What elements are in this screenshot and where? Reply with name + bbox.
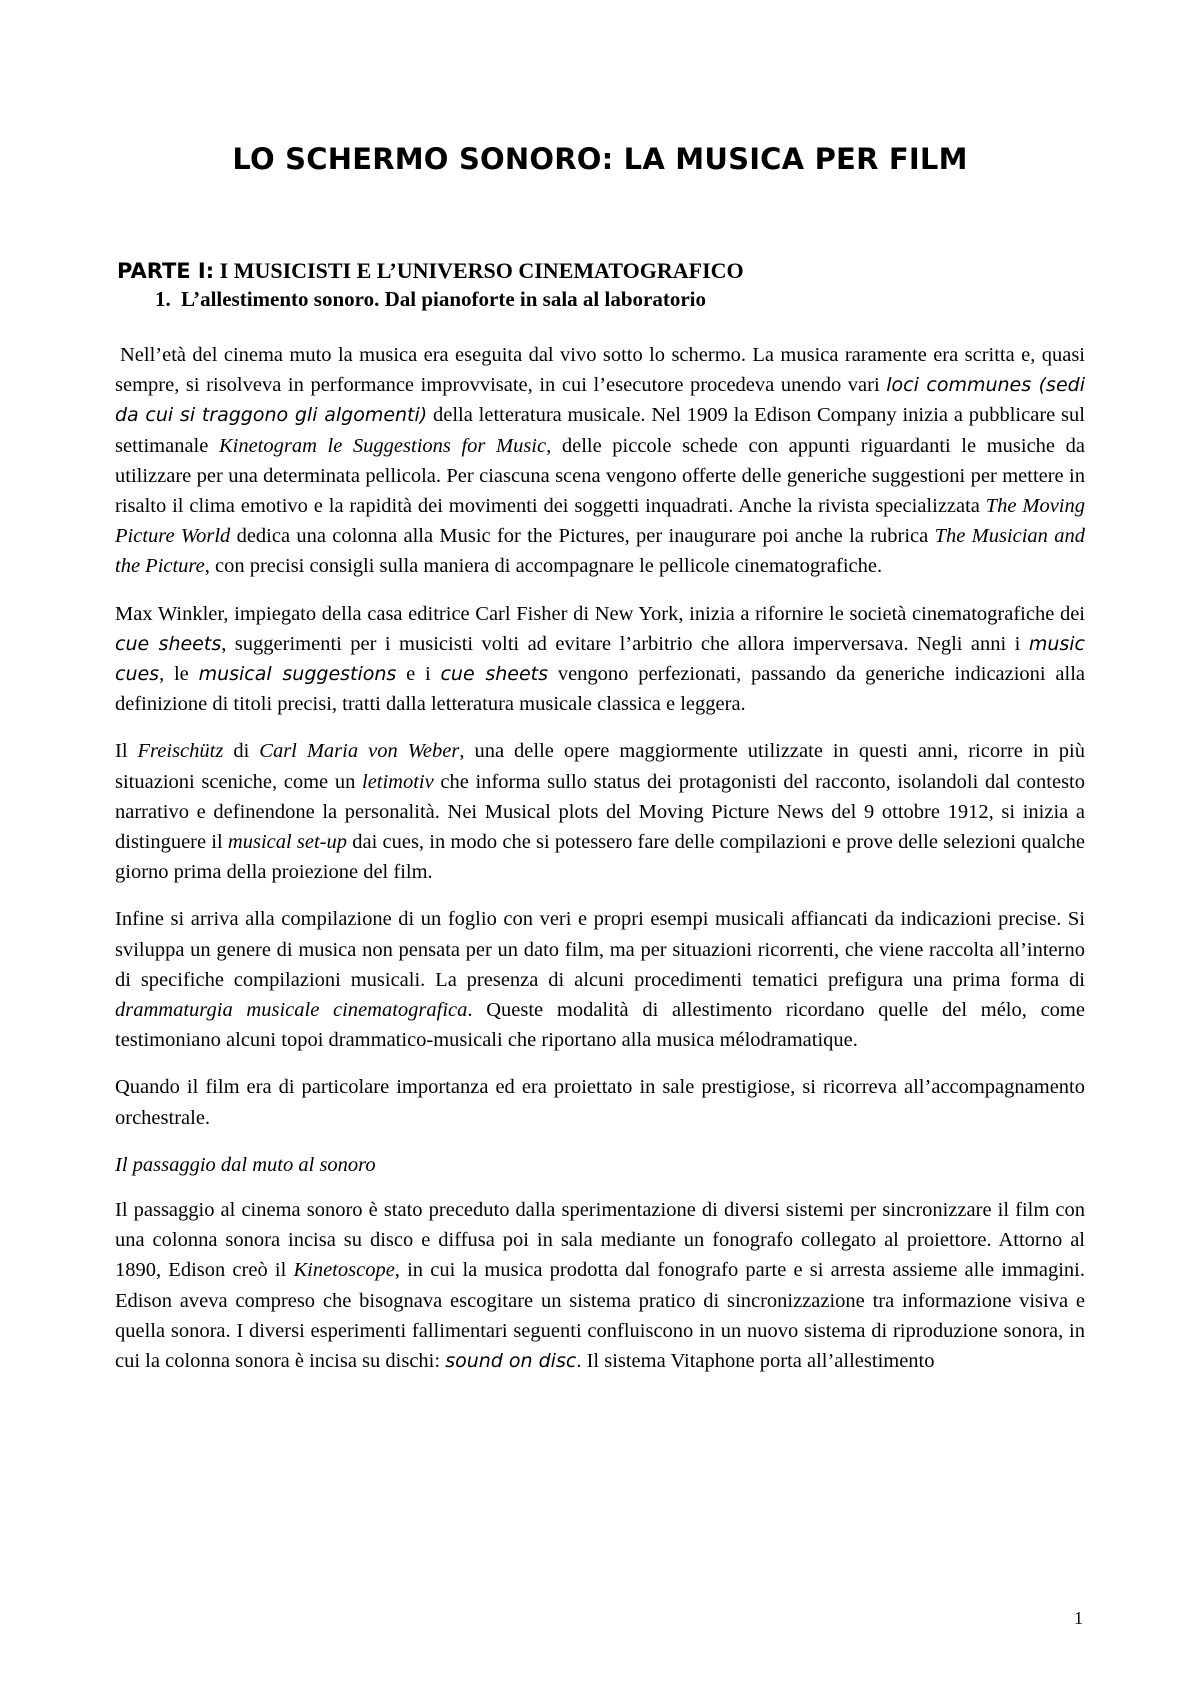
text-span: Max Winkler, impiegato della casa editrice Carl Fisher di New York, inizia a rifornire le società cinematografiche dei <box>115 602 1085 625</box>
part-label: PARTE I: <box>117 259 215 283</box>
text-span: , una delle opere maggiormente utilizzate in questi anni, ricorre in più situazioni sceniche, come un <box>115 740 1085 793</box>
subsection-title: L’allestimento sonoro. Dal pianoforte in sala al laboratorio <box>181 287 706 311</box>
text-span: Quando il film era di particolare importanza ed era proiettato in sale prestigiose, si ricorreva all’accompagnamento orchestrale. <box>115 1076 1085 1129</box>
italic-span: drammaturgia musicale cinematografica <box>115 999 468 1022</box>
text-span: dedica una colonna alla Music for the Pictures, per inaugurare poi anche la rubrica <box>230 525 935 548</box>
paragraph-3 <box>115 736 1085 887</box>
italic-span: music cues <box>115 632 1085 686</box>
italic-span: Kinetogram le Suggestions for Music <box>218 434 547 457</box>
text-span: , le <box>159 663 199 686</box>
paragraph-1 <box>115 340 1085 582</box>
text-span: Infine si arriva alla compilazione di un foglio con veri e propri esempi musicali affiancati da indicazioni precise. Si sviluppa un genere di musica non pensata per un dato film, ma per situazioni ricorrenti, che viene raccolta all’interno di specifiche compilazioni musicali. La presenza di alcuni procedimenti tematici prefigura una prima forma di <box>115 908 1085 991</box>
text-span: dai cues, in modo che si potessero fare delle compilazioni e prove delle selezioni qualche giorno prima della proiezione del film. <box>115 831 1085 884</box>
text-span: , suggerimenti per i musicisti volti ad evitare l’arbitrio che allora imperversava. Negli anni i <box>221 632 1029 655</box>
italic-span: loci communes (sedi da cui si traggono gli algomenti) <box>115 374 1085 427</box>
italic-span: musical set-up <box>227 831 348 854</box>
part-title: I MUSICISTI E L’UNIVERSO CINEMATOGRAFICO <box>214 258 744 283</box>
italic-span: Carl Maria von Weber <box>259 740 460 763</box>
text-span: Nell’età del cinema muto la musica era eseguita dal vivo sotto lo schermo. La musica raramente era scritta e, quasi sempre, si risolveva in performance improvvisate, in cui l’esecutore procedeva unendo vari <box>115 344 1085 397</box>
text-span: che informa sullo status dei protagonisti del racconto, isolandoli dal contesto narrativo e definendone la personalità. Nei Musical plots del Moving Picture News del 9 ottobre 1912, si inizia a distinguere il <box>115 770 1086 854</box>
text-span: , con precisi consigli sulla maniera di accompagnare le pellicole cinematografiche. <box>204 555 883 578</box>
text-span: Il passaggio al cinema sonoro è stato preceduto dalla sperimentazione di diversi sistemi per sincronizzare il film con una colonna sonora incisa su disco e diffusa poi in sala mediante un fonografo collegato al proiettore. Attorno al 1890, Edison creò il <box>115 1199 1085 1282</box>
paragraph-4 <box>115 904 1085 1055</box>
page-number: 1 <box>1074 1608 1083 1628</box>
text-span: . Queste modalità di allestimento ricordano quelle del mélo, come testimoniano alcuni topoi drammatico-musicali che riportano alla musica mélodramatique. <box>115 999 1085 1052</box>
text-span: Il <box>115 740 138 763</box>
subsection-heading <box>155 287 706 312</box>
text-span: vengono perfezionati, passando da generiche indicazioni alla definizione di titoli precisi, tratti dalla letteratura musicale classica e leggera. <box>115 663 1086 716</box>
italic-span: cue sheets <box>440 663 549 686</box>
text-span: e i <box>396 663 441 686</box>
italic-span: cue sheets <box>115 632 222 655</box>
text-span: . Il sistema Vitaphone porta all’allestimento <box>576 1350 935 1373</box>
italic-span: The Moving Picture World <box>115 495 1085 548</box>
text-span: della letteratura musicale. Nel 1909 la Edison Company inizia a pubblicare sul settimanale <box>115 404 1085 457</box>
text-span: Il passaggio dal muto al sonoro <box>115 1153 376 1176</box>
subsection-number: 1. <box>155 287 171 311</box>
body-text <box>115 340 1085 1393</box>
text-span: , in cui la musica prodotta dal fonografo parte e si arresta assieme alle immagini. Edison aveva compreso che bisognava escogitare un sistema pratico di sincronizzazione tra informazione visiva e quella sonora. I diversi esperimenti fallimentari seguenti confluiscono in un nuovo sistema di riproduzione sonora, in cui la colonna sonora è incisa su dischi: <box>115 1259 1085 1373</box>
paragraph-2 <box>115 599 1085 720</box>
paragraph-6 <box>115 1195 1085 1376</box>
italic-span: sound on disc <box>445 1350 577 1373</box>
text-span: di <box>223 740 260 763</box>
italic-span: Kinetoscope <box>293 1259 395 1282</box>
text-span: , delle piccole schede con appunti riguardanti le musiche da utilizzare per una determinata pellicola. Per ciascuna scena vengono offerte delle generiche suggestioni per mettere in risalto il clima emotivo e la rapidità dei movimenti dei soggetti inquadrati. Anche la rivista specializzata <box>115 434 1085 518</box>
italic-span: Freischütz <box>137 740 224 763</box>
section-title-italic <box>115 1150 1085 1180</box>
paragraph-5 <box>115 1072 1085 1132</box>
italic-span: The Musician and the Picture <box>115 525 1085 578</box>
italic-span: letimotiv <box>362 770 434 793</box>
document-title: LO SCHERMO SONORO: LA MUSICA PER FILM <box>232 142 968 176</box>
part-heading <box>117 258 744 284</box>
italic-span: musical suggestions <box>198 663 397 686</box>
